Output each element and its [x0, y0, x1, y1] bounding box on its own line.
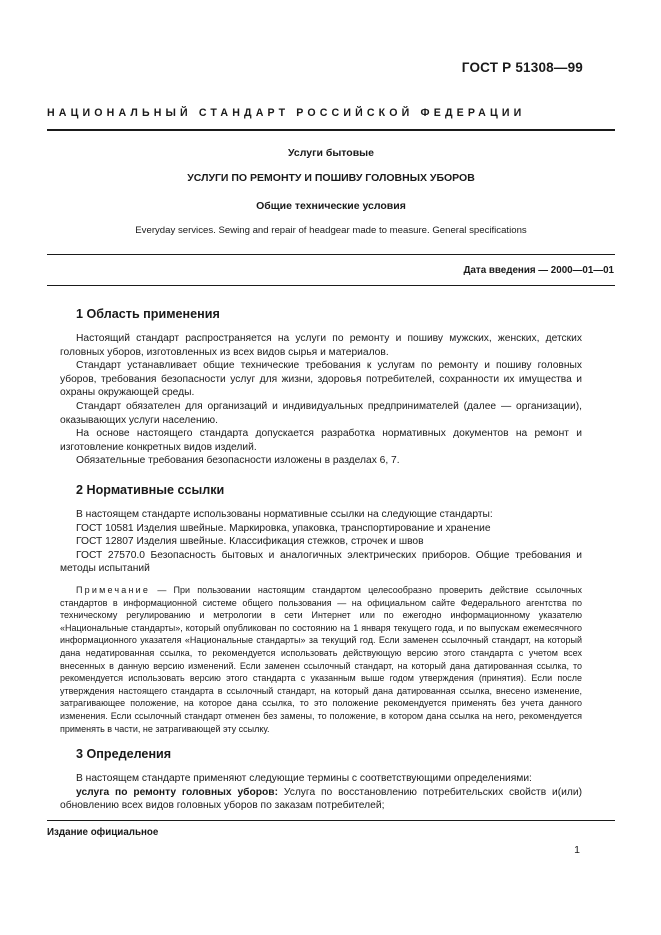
note-text: — При пользовании настоящим стандартом целесообразно проверить действие ссылочных стандартов в информационной системе общего пользования — на официальном сайте Федерального агентства по техническому регулированию и метрологии в сети Интернет или по ежегодно информационному указателю «Национальные стандарты», который опубликован по состоянию на 1 января текущего года, и по выпускам ежемесячного информационного указателя «Национальные стандарты» за текущий год. Если заменен ссылочный стандарт, на который дана недатированная ссылка, то рекомендуется использовать действующую версию этого стандарта с учетом всех внесенных в данную версию изменений. Если заменен ссылочный стандарт, на который дана датированная ссылка, то рекомендуется использовать версию этого стандарта с указанным выше годом утверждения (принятия). Если после утверждения настоящего стандарта в ссылочный стандарт, на который дана датированная ссылка, внесено изменение, затрагивающее положение, на которое дана ссылка, то это положение рекомендуется применять без учета данного изменения. Если ссылочный стандарт отменен без замены, то положение, в котором дана ссылка на него, рекомендуется применять в части, не затрагивающей эту ссылку.: [60, 584, 582, 734]
paragraph: В настоящем стандарте использованы нормативные ссылки на следующие стандарты:: [76, 509, 493, 520]
note-label: Примечание: [76, 584, 151, 595]
term: услуга по ремонту головных уборов:: [76, 786, 279, 798]
paragraph: На основе настоящего стандарта допускается разработка нормативных документов на ремонт и изготовление конкретных видов изделий.: [60, 428, 582, 453]
note: [60, 584, 582, 735]
official-edition: Издание официальное: [47, 827, 159, 838]
title-rule: [47, 254, 615, 255]
paragraph: Настоящий стандарт распространяется на услуги по ремонту и пошиву мужских, женских, детских головных уборов, изготовленных из всех видов сырья и материалов.: [60, 333, 582, 358]
section-definitions: [60, 747, 582, 813]
reference-item: ГОСТ 27570.0 Безопасность бытовых и аналогичных электрических приборов. Общие требования и методы испытаний: [60, 549, 582, 575]
paragraph: Стандарт обязателен для организаций и индивидуальных предпринимателей (далее — организации), оказывающих услуги населению.: [60, 400, 582, 426]
reference-item: ГОСТ 12807 Изделия швейные. Классификация стежков, строчек и швов: [76, 536, 424, 548]
section-normative-references: [60, 483, 582, 735]
introduction-date: Дата введения — 2000—01—01: [463, 265, 614, 276]
definition-item: [60, 786, 582, 813]
national-standard-banner: НАЦИОНАЛЬНЫЙ СТАНДАРТ РОССИЙСКОЙ ФЕДЕРАЦИИ: [47, 107, 526, 119]
paragraph: В настоящем стандарте применяют следующие термины с соответствующими определениями:: [76, 773, 532, 784]
standard-subtitle: Общие технические условия: [256, 200, 406, 212]
header-rule: [47, 129, 615, 131]
footer-rule: [47, 820, 615, 821]
page-number: 1: [574, 844, 580, 856]
standard-category: Услуги бытовые: [288, 147, 374, 159]
paragraph: Стандарт устанавливает общие технические требования к услугам по ремонту и пошиву головных уборов, требования безопасности услуг для жизни, здоровья потребителей, сохранности их имущества и охраны окружающей среды.: [60, 360, 582, 399]
section-title: 3 Определения: [76, 747, 172, 761]
section-title: 1 Область применения: [76, 307, 220, 321]
english-title: Everyday services. Sewing and repair of headgear made to measure. General specifications: [135, 225, 527, 236]
section-title: 2 Нормативные ссылки: [76, 483, 225, 497]
reference-item: ГОСТ 10581 Изделия швейные. Маркировка, упаковка, транспортирование и хранение: [76, 522, 491, 534]
paragraph: Обязательные требования безопасности изложены в разделах 6, 7.: [76, 455, 400, 467]
document-code: ГОСТ Р 51308—99: [461, 60, 583, 75]
standard-title: УСЛУГИ ПО РЕМОНТУ И ПОШИВУ ГОЛОВНЫХ УБОРОВ: [187, 172, 475, 184]
definition-text: Услуга по восстановлению потребительских свойств и(или) обновлению всех видов головных уборов по заказам потребителей;: [60, 786, 582, 812]
section-scope: [60, 307, 582, 468]
date-rule: [47, 285, 615, 286]
